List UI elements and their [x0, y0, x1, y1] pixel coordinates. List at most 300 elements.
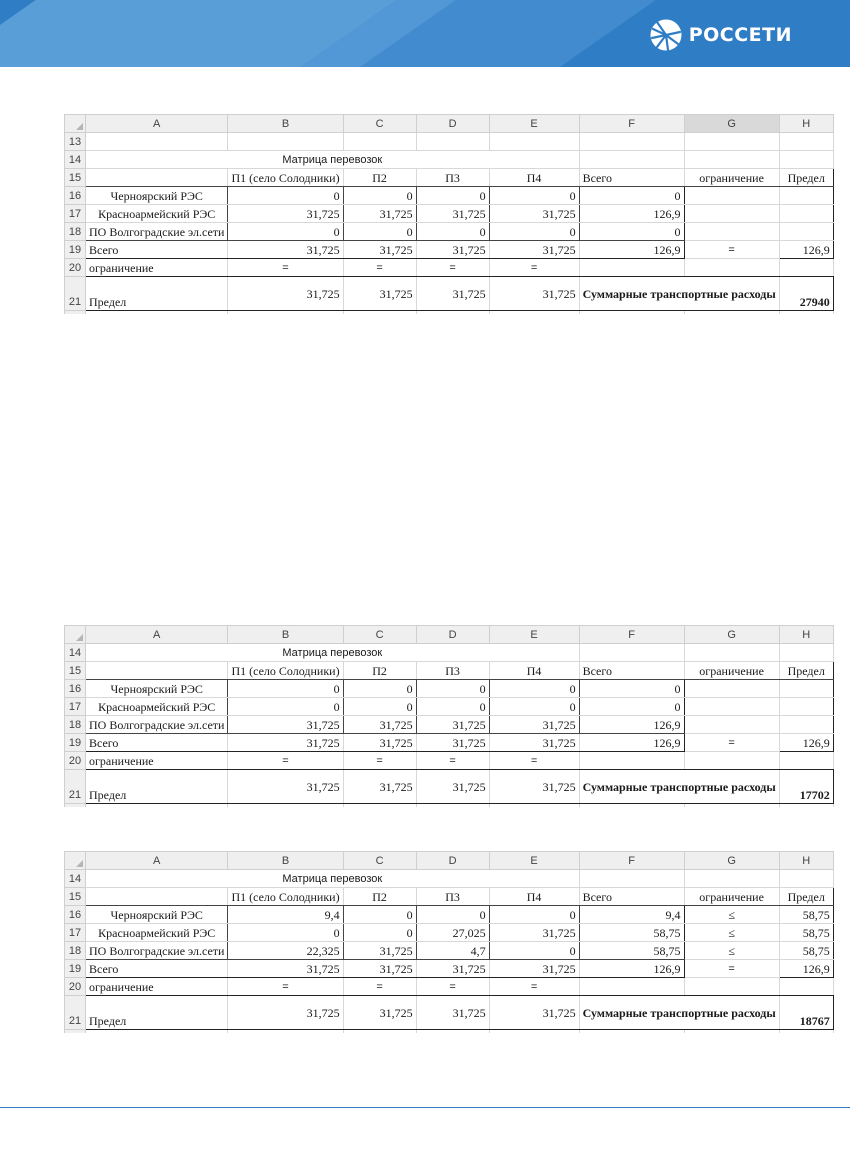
- constraint-cell[interactable]: =: [684, 241, 779, 259]
- value-cell[interactable]: 31,725: [343, 277, 416, 311]
- header-row: [65, 662, 834, 680]
- value-cell[interactable]: 0: [343, 680, 416, 698]
- limit-label[interactable]: Предел: [86, 770, 228, 804]
- total-cell[interactable]: 126,9: [579, 960, 684, 978]
- column-header-row: [65, 626, 834, 644]
- constraint-cell[interactable]: [684, 716, 779, 734]
- value-cell[interactable]: 31,725: [343, 716, 416, 734]
- source-label[interactable]: ПО Волгоградские эл.сети: [86, 223, 228, 241]
- column-header-g[interactable]: G: [684, 852, 779, 870]
- destination-header[interactable]: П1 (село Солодники): [228, 888, 343, 906]
- value-cell[interactable]: 9,4: [228, 906, 343, 924]
- cell: [228, 311, 343, 315]
- value-cell[interactable]: 0: [416, 698, 489, 716]
- limit-cell[interactable]: 58,75: [779, 906, 833, 924]
- value-cell[interactable]: 31,725: [489, 716, 579, 734]
- constraint-cell[interactable]: =: [489, 752, 579, 770]
- source-label[interactable]: ПО Волгоградские эл.сети: [86, 716, 228, 734]
- column-header-h[interactable]: H: [779, 115, 833, 133]
- cell: [228, 1030, 343, 1034]
- cell[interactable]: [684, 133, 779, 151]
- destination-header[interactable]: П4: [489, 662, 579, 680]
- cell[interactable]: [779, 151, 833, 169]
- column-header-e[interactable]: E: [489, 115, 579, 133]
- table-row: [65, 996, 834, 1030]
- value-cell[interactable]: 0: [416, 187, 489, 205]
- total-cell[interactable]: 0: [579, 223, 684, 241]
- column-header-c[interactable]: C: [343, 115, 416, 133]
- value-cell[interactable]: 22,325: [228, 942, 343, 960]
- limit-header[interactable]: Предел: [779, 662, 833, 680]
- destination-header[interactable]: П1 (село Солодники): [228, 169, 343, 187]
- cell[interactable]: [579, 752, 684, 770]
- value-cell[interactable]: 31,725: [489, 770, 579, 804]
- constraint-cell[interactable]: =: [343, 752, 416, 770]
- cell[interactable]: [416, 133, 489, 151]
- value-cell[interactable]: 0: [416, 906, 489, 924]
- constraint-cell[interactable]: [684, 187, 779, 205]
- limit-cell[interactable]: 126,9: [779, 734, 833, 752]
- source-label[interactable]: Красноармейский РЭС: [86, 924, 228, 942]
- cell: [684, 804, 779, 808]
- totals-label[interactable]: Всего: [86, 960, 228, 978]
- value-cell[interactable]: 0: [489, 680, 579, 698]
- value-cell[interactable]: 31,725: [343, 770, 416, 804]
- row-number[interactable]: 18: [65, 716, 86, 734]
- total-cost-label[interactable]: Суммарные транспортные расходы: [579, 770, 779, 804]
- cell[interactable]: [86, 662, 228, 680]
- constraint-cell[interactable]: ≤: [684, 942, 779, 960]
- value-cell[interactable]: 0: [489, 906, 579, 924]
- table-row: [65, 311, 834, 315]
- constraint-cell[interactable]: =: [416, 978, 489, 996]
- cell: [416, 1030, 489, 1034]
- constraint-label[interactable]: ограничение: [86, 978, 228, 996]
- value-cell[interactable]: 31,725: [228, 770, 343, 804]
- table-row: [65, 716, 834, 734]
- value-cell[interactable]: 31,725: [228, 996, 343, 1030]
- cell[interactable]: [579, 870, 684, 888]
- column-header-f[interactable]: F: [579, 852, 684, 870]
- limit-cell[interactable]: [779, 716, 833, 734]
- value-cell[interactable]: 31,725: [416, 205, 489, 223]
- column-header-a[interactable]: A: [86, 626, 228, 644]
- column-header-d[interactable]: D: [416, 626, 489, 644]
- row-number[interactable]: 20: [65, 259, 86, 277]
- value-cell[interactable]: 31,725: [416, 734, 489, 752]
- column-header-d[interactable]: D: [416, 115, 489, 133]
- total-cell[interactable]: 58,75: [579, 924, 684, 942]
- cell[interactable]: [343, 133, 416, 151]
- row-number[interactable]: 13: [65, 133, 86, 151]
- value-cell[interactable]: 0: [343, 223, 416, 241]
- matrix-title[interactable]: Матрица перевозок: [86, 870, 580, 888]
- column-header-g[interactable]: G: [684, 115, 779, 133]
- cell: [489, 804, 579, 808]
- constraint-cell[interactable]: ≤: [684, 906, 779, 924]
- header-banner: [0, 0, 850, 67]
- limit-header[interactable]: Предел: [779, 169, 833, 187]
- value-cell[interactable]: 31,725: [343, 734, 416, 752]
- totals-label[interactable]: Всего: [86, 241, 228, 259]
- value-cell[interactable]: 0: [343, 187, 416, 205]
- row-number[interactable]: 19: [65, 960, 86, 978]
- column-header-h[interactable]: H: [779, 852, 833, 870]
- value-cell[interactable]: 31,725: [489, 241, 579, 259]
- row-number[interactable]: 15: [65, 888, 86, 906]
- value-cell[interactable]: 0: [489, 187, 579, 205]
- cell[interactable]: [779, 644, 833, 662]
- value-cell[interactable]: 31,725: [489, 205, 579, 223]
- column-header-c[interactable]: C: [343, 852, 416, 870]
- total-cell[interactable]: 126,9: [579, 241, 684, 259]
- constraint-cell[interactable]: =: [228, 259, 343, 277]
- cell: [228, 804, 343, 808]
- table-row: [65, 187, 834, 205]
- total-cell[interactable]: 126,9: [579, 734, 684, 752]
- row-number[interactable]: 21: [65, 770, 86, 804]
- constraint-header[interactable]: ограничение: [684, 662, 779, 680]
- column-header-g[interactable]: G: [684, 626, 779, 644]
- select-all-corner[interactable]: [65, 626, 86, 644]
- cell[interactable]: [579, 259, 684, 277]
- cell[interactable]: [684, 870, 779, 888]
- source-label[interactable]: Черноярский РЭС: [86, 680, 228, 698]
- cell[interactable]: [579, 133, 684, 151]
- constraint-cell[interactable]: =: [228, 752, 343, 770]
- value-cell[interactable]: 31,725: [489, 734, 579, 752]
- value-cell[interactable]: 0: [228, 187, 343, 205]
- row-number: [65, 804, 86, 808]
- cell: [343, 1030, 416, 1034]
- constraint-header[interactable]: ограничение: [684, 169, 779, 187]
- value-cell[interactable]: 31,725: [416, 996, 489, 1030]
- constraint-label[interactable]: ограничение: [86, 752, 228, 770]
- row-number[interactable]: 15: [65, 662, 86, 680]
- value-cell[interactable]: 31,725: [228, 241, 343, 259]
- source-label[interactable]: ПО Волгоградские эл.сети: [86, 942, 228, 960]
- row-number[interactable]: 17: [65, 698, 86, 716]
- table-row: [65, 223, 834, 241]
- value-cell[interactable]: 0: [489, 698, 579, 716]
- column-header-f[interactable]: F: [579, 626, 684, 644]
- rosseti-emblem-icon: [649, 18, 683, 52]
- row-number[interactable]: 19: [65, 241, 86, 259]
- limit-label[interactable]: Предел: [86, 996, 228, 1030]
- total-cell[interactable]: 0: [579, 187, 684, 205]
- column-header-a[interactable]: A: [86, 852, 228, 870]
- row-number[interactable]: 14: [65, 644, 86, 662]
- limit-cell[interactable]: 126,9: [779, 241, 833, 259]
- row-number[interactable]: 16: [65, 680, 86, 698]
- limit-cell[interactable]: [779, 205, 833, 223]
- column-header-a[interactable]: A: [86, 115, 228, 133]
- table-row: [65, 942, 834, 960]
- total-cell[interactable]: 0: [579, 680, 684, 698]
- row-number[interactable]: 18: [65, 942, 86, 960]
- value-cell[interactable]: 4,7: [416, 942, 489, 960]
- constraint-cell[interactable]: [684, 698, 779, 716]
- value-cell[interactable]: 31,725: [228, 960, 343, 978]
- column-header-b[interactable]: B: [228, 852, 343, 870]
- table-row: [65, 698, 834, 716]
- value-cell[interactable]: 31,725: [343, 942, 416, 960]
- cell: [416, 804, 489, 808]
- value-cell[interactable]: 31,725: [228, 734, 343, 752]
- table-row: [65, 770, 834, 804]
- value-cell[interactable]: 31,725: [343, 205, 416, 223]
- cell[interactable]: [86, 169, 228, 187]
- value-cell[interactable]: 31,725: [489, 277, 579, 311]
- totals-row: [65, 734, 834, 752]
- table-row: [65, 804, 834, 808]
- source-label[interactable]: Черноярский РЭС: [86, 906, 228, 924]
- cell: [416, 311, 489, 315]
- row-number[interactable]: 16: [65, 187, 86, 205]
- value-cell[interactable]: 0: [343, 698, 416, 716]
- table-row: [65, 1030, 834, 1034]
- constraint-cell[interactable]: =: [489, 259, 579, 277]
- column-header-b[interactable]: B: [228, 115, 343, 133]
- value-cell[interactable]: 31,725: [343, 960, 416, 978]
- destination-header[interactable]: П3: [416, 169, 489, 187]
- destination-header[interactable]: П2: [343, 169, 416, 187]
- value-cell[interactable]: 0: [416, 680, 489, 698]
- limit-cell[interactable]: 58,75: [779, 924, 833, 942]
- value-cell[interactable]: 27,025: [416, 924, 489, 942]
- constraint-cell[interactable]: =: [489, 978, 579, 996]
- totals-label[interactable]: Всего: [86, 734, 228, 752]
- table-row: [65, 277, 834, 311]
- matrix-title[interactable]: Матрица перевозок: [86, 644, 580, 662]
- cell: [86, 1030, 228, 1034]
- total-cost-label[interactable]: Суммарные транспортные расходы: [579, 996, 779, 1030]
- limit-cell[interactable]: [779, 698, 833, 716]
- value-cell[interactable]: 0: [228, 698, 343, 716]
- cell: [779, 804, 833, 808]
- limit-cell[interactable]: [779, 187, 833, 205]
- total-cell[interactable]: 58,75: [579, 942, 684, 960]
- constraint-cell[interactable]: [684, 205, 779, 223]
- value-cell[interactable]: 31,725: [228, 205, 343, 223]
- constraint-cell[interactable]: ≤: [684, 924, 779, 942]
- total-cell[interactable]: 9,4: [579, 906, 684, 924]
- destination-header[interactable]: П4: [489, 888, 579, 906]
- footer-divider: [0, 1107, 850, 1108]
- column-header-e[interactable]: E: [489, 626, 579, 644]
- value-cell[interactable]: 31,725: [416, 960, 489, 978]
- total-header[interactable]: Всего: [579, 169, 684, 187]
- destination-header[interactable]: П3: [416, 662, 489, 680]
- table-row: [65, 680, 834, 698]
- column-header-row: [65, 852, 834, 870]
- column-header-c[interactable]: C: [343, 626, 416, 644]
- transport-matrix-table-2: [64, 625, 834, 807]
- value-cell[interactable]: 0: [416, 223, 489, 241]
- column-header-row: [65, 115, 834, 133]
- row-number[interactable]: 17: [65, 205, 86, 223]
- cell[interactable]: [779, 259, 833, 277]
- cell: [779, 1030, 833, 1034]
- row-number[interactable]: 19: [65, 734, 86, 752]
- cell: [579, 804, 684, 808]
- value-cell[interactable]: 0: [489, 942, 579, 960]
- source-label[interactable]: Красноармейский РЭС: [86, 205, 228, 223]
- total-cost-value[interactable]: 17702: [779, 770, 833, 804]
- cell[interactable]: [684, 644, 779, 662]
- table-row: [65, 644, 834, 662]
- row-number[interactable]: 18: [65, 223, 86, 241]
- constraint-cell[interactable]: =: [343, 259, 416, 277]
- total-cost-value[interactable]: 27940: [779, 277, 833, 311]
- limit-header[interactable]: Предел: [779, 888, 833, 906]
- constraint-cell[interactable]: [684, 680, 779, 698]
- matrix-title[interactable]: Матрица перевозок: [86, 151, 580, 169]
- constraint-label[interactable]: ограничение: [86, 259, 228, 277]
- column-header-h[interactable]: H: [779, 626, 833, 644]
- constraint-header[interactable]: ограничение: [684, 888, 779, 906]
- cell: [86, 804, 228, 808]
- column-header-b[interactable]: B: [228, 626, 343, 644]
- row-number[interactable]: 20: [65, 752, 86, 770]
- cell[interactable]: [779, 133, 833, 151]
- cell[interactable]: [684, 978, 779, 996]
- table-row: [65, 870, 834, 888]
- column-header-e[interactable]: E: [489, 852, 579, 870]
- row-number[interactable]: 15: [65, 169, 86, 187]
- totals-row: [65, 960, 834, 978]
- select-all-corner[interactable]: [65, 852, 86, 870]
- value-cell[interactable]: 31,725: [416, 716, 489, 734]
- table-row: [65, 906, 834, 924]
- cell[interactable]: [579, 644, 684, 662]
- cell: [779, 311, 833, 315]
- table-row: [65, 978, 834, 996]
- total-cost-label[interactable]: Суммарные транспортные расходы: [579, 277, 779, 311]
- cell[interactable]: [779, 870, 833, 888]
- total-header[interactable]: Всего: [579, 888, 684, 906]
- select-all-corner[interactable]: [65, 115, 86, 133]
- column-header-f[interactable]: F: [579, 115, 684, 133]
- value-cell[interactable]: 31,725: [416, 277, 489, 311]
- cell: [684, 311, 779, 315]
- cell[interactable]: [86, 133, 228, 151]
- constraint-cell[interactable]: =: [684, 734, 779, 752]
- cell[interactable]: [684, 752, 779, 770]
- value-cell[interactable]: 31,725: [343, 996, 416, 1030]
- row-number[interactable]: 16: [65, 906, 86, 924]
- total-cell[interactable]: 126,9: [579, 716, 684, 734]
- cell[interactable]: [228, 133, 343, 151]
- value-cell[interactable]: 0: [228, 223, 343, 241]
- row-number[interactable]: 21: [65, 996, 86, 1030]
- value-cell[interactable]: 31,725: [489, 960, 579, 978]
- constraint-cell[interactable]: =: [228, 978, 343, 996]
- value-cell[interactable]: 31,725: [489, 924, 579, 942]
- destination-header[interactable]: П1 (село Солодники): [228, 662, 343, 680]
- cell[interactable]: [579, 151, 684, 169]
- row-number[interactable]: 14: [65, 151, 86, 169]
- cell[interactable]: [779, 752, 833, 770]
- value-cell[interactable]: 0: [228, 680, 343, 698]
- total-cost-value[interactable]: 18767: [779, 996, 833, 1030]
- destination-header[interactable]: П2: [343, 662, 416, 680]
- cell: [343, 804, 416, 808]
- rosseti-logo: [649, 20, 792, 50]
- row-number[interactable]: 17: [65, 924, 86, 942]
- cell[interactable]: [684, 259, 779, 277]
- limit-cell[interactable]: 126,9: [779, 960, 833, 978]
- header-row: [65, 888, 834, 906]
- value-cell[interactable]: 31,725: [489, 996, 579, 1030]
- value-cell[interactable]: 0: [228, 924, 343, 942]
- header-row: [65, 169, 834, 187]
- table-row: [65, 205, 834, 223]
- constraint-cell[interactable]: [684, 223, 779, 241]
- row-number[interactable]: 14: [65, 870, 86, 888]
- value-cell[interactable]: 0: [343, 906, 416, 924]
- row-number[interactable]: 21: [65, 277, 86, 311]
- value-cell[interactable]: 0: [489, 223, 579, 241]
- transport-matrix-table-1: [64, 114, 834, 314]
- cell[interactable]: [684, 151, 779, 169]
- source-label[interactable]: Черноярский РЭС: [86, 187, 228, 205]
- cell: [343, 311, 416, 315]
- cell[interactable]: [86, 888, 228, 906]
- value-cell[interactable]: 31,725: [416, 770, 489, 804]
- cell: [684, 1030, 779, 1034]
- total-cell[interactable]: 0: [579, 698, 684, 716]
- cell[interactable]: [489, 133, 579, 151]
- destination-header[interactable]: П4: [489, 169, 579, 187]
- source-label[interactable]: Красноармейский РЭС: [86, 698, 228, 716]
- constraint-cell[interactable]: =: [343, 978, 416, 996]
- constraint-cell[interactable]: =: [416, 259, 489, 277]
- cell: [86, 311, 228, 315]
- logo-text: РОССЕТИ: [688, 24, 792, 46]
- cell: [489, 311, 579, 315]
- limit-cell[interactable]: [779, 680, 833, 698]
- row-number: [65, 1030, 86, 1034]
- cell[interactable]: [779, 978, 833, 996]
- total-cell[interactable]: 126,9: [579, 205, 684, 223]
- limit-label[interactable]: Предел: [86, 277, 228, 311]
- cell: [579, 311, 684, 315]
- destination-header[interactable]: П2: [343, 888, 416, 906]
- destination-header[interactable]: П3: [416, 888, 489, 906]
- row-number[interactable]: 20: [65, 978, 86, 996]
- table-row: [65, 133, 834, 151]
- table-row: [65, 151, 834, 169]
- row-number: [65, 311, 86, 315]
- limit-cell[interactable]: [779, 223, 833, 241]
- transport-matrix-table-3: [64, 851, 834, 1033]
- value-cell[interactable]: 0: [343, 924, 416, 942]
- limit-cell[interactable]: 58,75: [779, 942, 833, 960]
- cell: [579, 1030, 684, 1034]
- column-header-d[interactable]: D: [416, 852, 489, 870]
- value-cell[interactable]: 31,725: [416, 241, 489, 259]
- cell[interactable]: [579, 978, 684, 996]
- constraint-cell[interactable]: =: [416, 752, 489, 770]
- value-cell[interactable]: 31,725: [228, 277, 343, 311]
- value-cell[interactable]: 31,725: [228, 716, 343, 734]
- total-header[interactable]: Всего: [579, 662, 684, 680]
- table-row: [65, 259, 834, 277]
- table-row: [65, 924, 834, 942]
- constraint-cell[interactable]: =: [684, 960, 779, 978]
- value-cell[interactable]: 31,725: [343, 241, 416, 259]
